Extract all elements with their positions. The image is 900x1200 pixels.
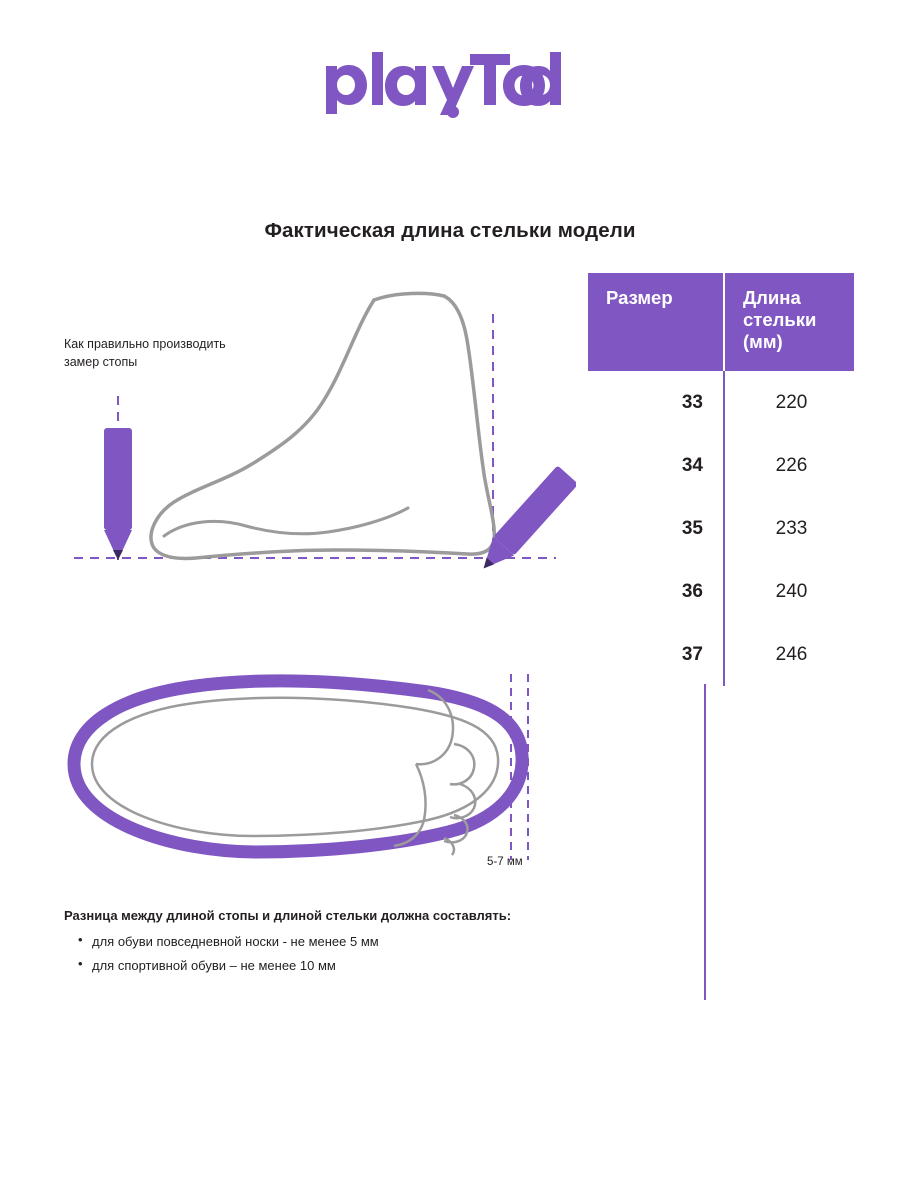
table-divider-line (704, 684, 706, 1000)
cell-length: 246 (775, 643, 808, 665)
cell-size: 35 (588, 497, 724, 560)
note-item-text: для спортивной обуви – не менее 10 мм (92, 958, 336, 973)
brand-logo (0, 52, 900, 127)
note-item (78, 934, 584, 949)
cell-size: 34 (588, 434, 724, 497)
cell-size: 37 (588, 623, 724, 686)
insole-length-table (588, 273, 854, 686)
table-header-length-line1: Длина (743, 287, 801, 308)
table-row (588, 371, 854, 434)
table-header-length-line3: (мм) (743, 331, 783, 352)
cell-size: 36 (588, 560, 724, 623)
notes-title: Разница между длиной стопы и длиной стельки должна составлять: (64, 908, 512, 923)
cell-length: 226 (775, 454, 808, 476)
table-header-length-line2: стельки (743, 309, 817, 330)
cell-length: 233 (775, 517, 808, 539)
pencil-right-icon (473, 465, 576, 577)
table-row (588, 623, 854, 686)
table-header-length (724, 273, 854, 371)
table-row (588, 434, 854, 497)
bullet-icon: • (78, 932, 83, 947)
pencil-left-icon (104, 428, 132, 560)
notes-block (64, 908, 584, 982)
cell-length: 220 (775, 391, 808, 413)
measure-hint-line2: замер стопы (64, 355, 138, 370)
playtoday-logo-icon (320, 52, 580, 122)
gap-label: 5-7 мм (487, 856, 523, 868)
bullet-icon: • (78, 956, 83, 971)
table-row (588, 497, 854, 560)
measure-hint-line1: Как правильно производить (64, 337, 226, 351)
cell-size: 33 (588, 371, 724, 434)
table-header-size: Размер (588, 273, 724, 371)
page-title: Фактическая длина стельки модели (264, 219, 636, 242)
foot-side-diagram (56, 288, 576, 593)
note-item (78, 958, 584, 973)
table-row (588, 560, 854, 623)
note-item-text: для обуви повседневной носки - не менее 5 мм (92, 934, 379, 949)
cell-length: 240 (775, 580, 808, 602)
table-header-row (588, 273, 854, 371)
foot-side-illustration-icon (56, 288, 576, 588)
